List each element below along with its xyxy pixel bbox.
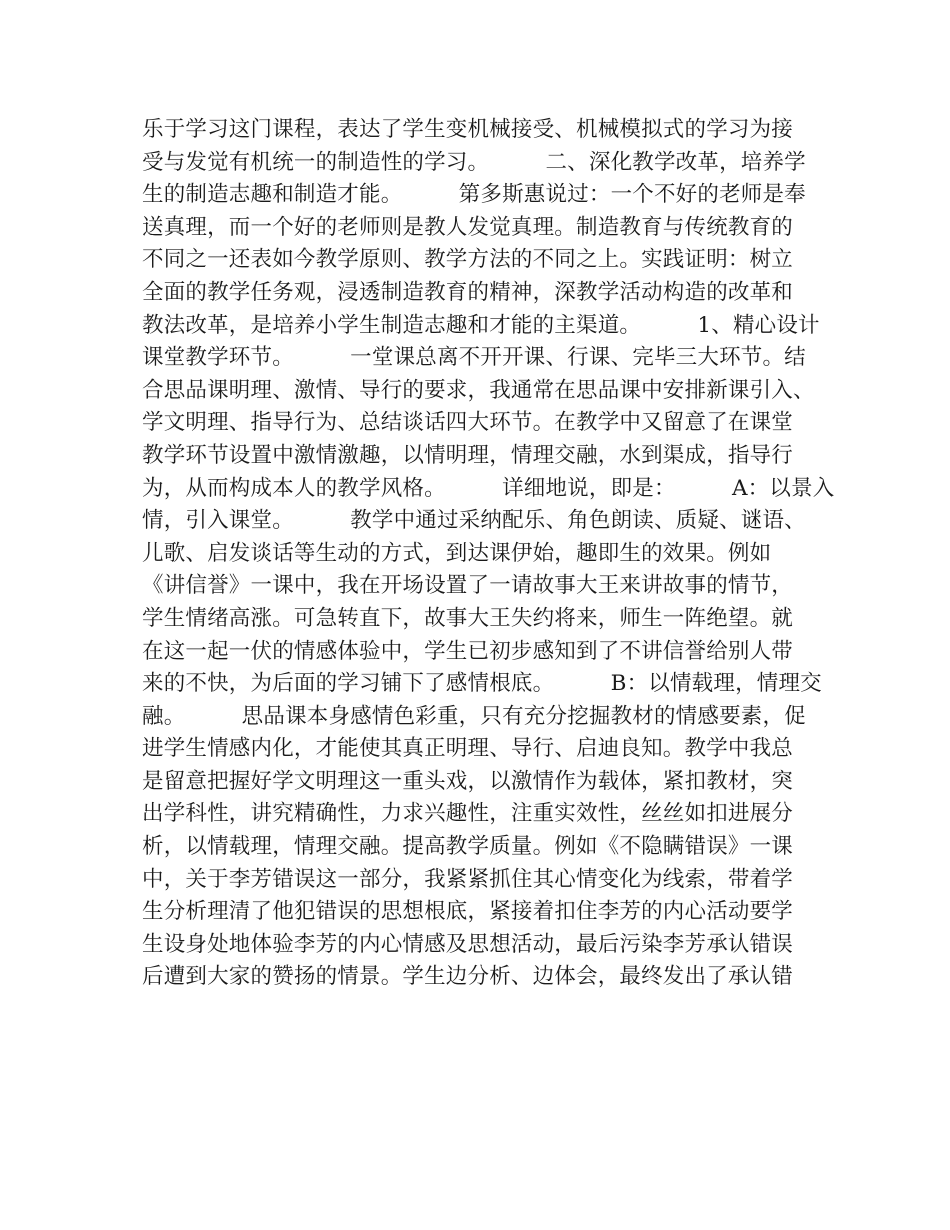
text-line: 生的制造志趣和制造才能。 第多斯惠说过：一个不好的老师是奉 (142, 182, 806, 208)
text-line: 来的不快，为后面的学习铺下了感情根底。 B：以情载理，情理交 (142, 671, 822, 697)
text-line: 进学生情感内化，才能使其真正明理、导行、启迪良知。教学中我总 (142, 736, 794, 762)
text-line: 全面的教学任务观，浸透制造教育的精神，深教学活动构造的改革和 (142, 279, 794, 305)
text-line: 送真理，而一个好的老师则是教人发觉真理。制造教育与传统教育的 (142, 214, 794, 240)
text-line: 生设身处地体验李芳的内心情感及思想活动，最后污染李芳承认错误 (142, 931, 794, 957)
text-line: 不同之一还表如今教学原则、教学方法的不同之上。实践证明：树立 (142, 247, 794, 273)
text-line: 儿歌、启发谈话等生动的方式，到达课伊始，趣即生的效果。例如 (142, 540, 772, 566)
text-line: 出学科性，讲究精确性，力求兴趣性，注重实效性，丝丝如扣进展分 (142, 801, 794, 827)
text-line: 教法改革，是培养小学生制造志趣和才能的主渠道。 1、精心设计 (142, 312, 820, 338)
text-line: 中，关于李芳错误这一部分，我紧紧抓住其心情变化为线索，带着学 (142, 866, 794, 892)
text-line: 课堂教学环节。 一堂课总离不开开课、行课、完毕三大环节。结 (142, 345, 806, 371)
text-line: 合思品课明理、激情、导行的要求，我通常在思品课中安排新课引入、 (142, 377, 815, 403)
text-line: 在这一起一伏的情感体验中，学生已初步感知到了不讲信誉给别人带 (142, 638, 794, 664)
text-line: 乐于学习这门课程，表达了学生变机械接受、机械模拟式的学习为接 (142, 117, 794, 142)
text-line: 学文明理、指导行为、总结谈话四大环节。在教学中又留意了在课堂 (142, 410, 794, 436)
text-line: 学生情绪高涨。可急转直下，故事大王失约将来，师生一阵绝望。就 (142, 605, 794, 631)
text-line: 后遭到大家的赞扬的情景。学生边分析、边体会，最终发出了承认错 (142, 964, 794, 990)
body-text (142, 114, 835, 994)
text-line: 受与发觉有机统一的制造性的学习。 二、深化教学改革，培养学 (142, 149, 806, 175)
text-line: 教学环节设置中激情激趣，以情明理，情理交融，水到渠成，指导行 (142, 442, 794, 468)
text-line: 为，从而构成本人的教学风格。 详细地说，即是： A：以景入 (142, 475, 835, 501)
text-line: 生分析理清了他犯错误的思想根底，紧接着扣住李芳的内心活动要学 (142, 899, 794, 925)
text-line: 《讲信誉》一课中，我在开场设置了一请故事大王来讲故事的情节， (142, 573, 794, 599)
text-line: 融。 思品课本身感情色彩重，只有充分挖掘教材的情感要素，促 (142, 703, 806, 729)
text-line: 情，引入课堂。 教学中通过采纳配乐、角色朗读、质疑、谜语、 (142, 508, 806, 534)
text-line: 析，以情载理，情理交融。提高教学质量。例如《不隐瞒错误》一课 (142, 834, 794, 860)
text-line: 是留意把握好学文明理这一重头戏，以激情作为载体，紧扣教材，突 (142, 768, 794, 794)
